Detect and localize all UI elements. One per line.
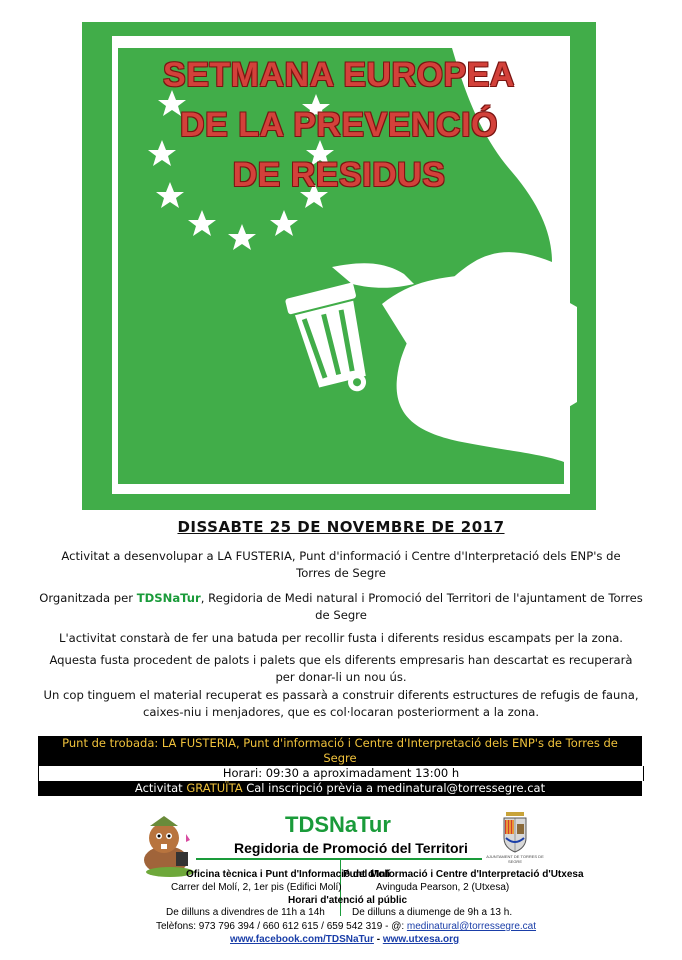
organizer-prefix: Organitzada per (39, 591, 137, 605)
paragraph-wood-line-1: Aquesta fusta procedent de palots i palets que els diferents empresaris han descartat es recuperarà (49, 653, 633, 667)
office1-address: Carrer del Molí, 2, 1er pis (Edifici Molí) (171, 882, 342, 893)
links-separator: - (373, 934, 383, 945)
paragraph-organizer-line-1 (30, 590, 652, 607)
schedule-bar: Horari: 09:30 a aproximadament 13:00 h (38, 766, 644, 781)
footer-divider-horizontal (196, 858, 482, 860)
footer-department: Regidoria de Promoció del Territori (234, 840, 468, 856)
paragraph-location-line-2: Torres de Segre (296, 566, 386, 580)
office2-address: Avinguda Pearson, 2 (Utxesa) (376, 882, 510, 893)
paragraph-activity: L'activitat constarà de fer una batuda per recollir fusta i diferents residus escampats per la zona. (59, 631, 623, 645)
paragraph-location-line-1: Activitat a desenvolupar a LA FUSTERIA, Punt d'informació i Centre d'Interpretació dels ENP's de (61, 549, 621, 563)
meeting-point-line-1: Punt de trobada: LA FUSTERIA, Punt d'informació i Centre d'Interpretació dels ENP's de Torres de (62, 736, 618, 750)
hand-holding-trash-bin-icon (82, 22, 596, 510)
office1-title: Oficina tècnica i Punt d'Informació del Molí (186, 869, 391, 880)
web-links (230, 934, 459, 945)
hours-daily: De dilluns a diumenge de 9h a 13 h. (352, 907, 513, 918)
registration-prefix: Activitat (134, 781, 187, 795)
paragraph-construction (30, 687, 652, 721)
town-crest (484, 808, 546, 864)
paragraph-location (30, 548, 652, 582)
crest-caption: AJUNTAMENT DE TORRES DE SEGRE (486, 854, 544, 864)
organizer-rest: , Regidoria de Medi natural i Promoció del Territori de l'ajuntament de Torres (200, 591, 643, 605)
phones: Telèfons: 973 796 394 / 660 612 615 / 659 542 319 - @: (156, 921, 407, 932)
registration-bar (38, 781, 642, 796)
poster-title-line-1: SETMANA EUROPEA (163, 56, 515, 94)
paragraph-wood (30, 652, 652, 686)
organizer-name: TDSNaTur (136, 591, 201, 605)
facebook-link[interactable]: www.facebook.com/TDSNaTur (230, 934, 374, 945)
footer-brand: TDSNaTur (285, 812, 391, 837)
hours-title: Horari d'atenció al públic (288, 895, 408, 906)
poster-image (82, 22, 596, 510)
hours-weekdays: De dilluns a divendres de 11h a 14h (166, 907, 325, 918)
paragraph-wood-line-2: per donar-li un nou ús. (275, 670, 407, 684)
free-label: GRATUÏTA (186, 781, 243, 795)
registration-rest: Cal inscripció prèvia a medinatural@torressegre.cat (242, 781, 546, 795)
website-link[interactable]: www.utxesa.org (382, 934, 460, 945)
poster-title-line-2: DE LA PREVENCIÓ (180, 106, 498, 144)
paragraph-construction-line-2: caixes-niu i menjadores, que es col·locaran posteriorment a la zona. (142, 705, 540, 719)
meeting-point-line-2: Segre (323, 751, 357, 765)
paragraph-organizer (30, 590, 652, 624)
event-date: DISSABTE 25 DE NOVEMBRE DE 2017 (177, 518, 505, 536)
meeting-point-bar (38, 736, 642, 766)
office2-title: Punt d'Informació i Centre d'Interpretació d'Utxesa (343, 869, 584, 880)
email-link[interactable]: medinatural@torressegre.cat (406, 921, 537, 932)
paragraph-organizer-line-2: de Segre (315, 608, 367, 622)
contact-line (156, 921, 536, 932)
poster-title-line-3: DE RESIDUS (232, 156, 446, 194)
paragraph-construction-line-1: Un cop tinguem el material recuperat es passarà a construir diferents estructures de refugis de fauna, (43, 688, 639, 702)
